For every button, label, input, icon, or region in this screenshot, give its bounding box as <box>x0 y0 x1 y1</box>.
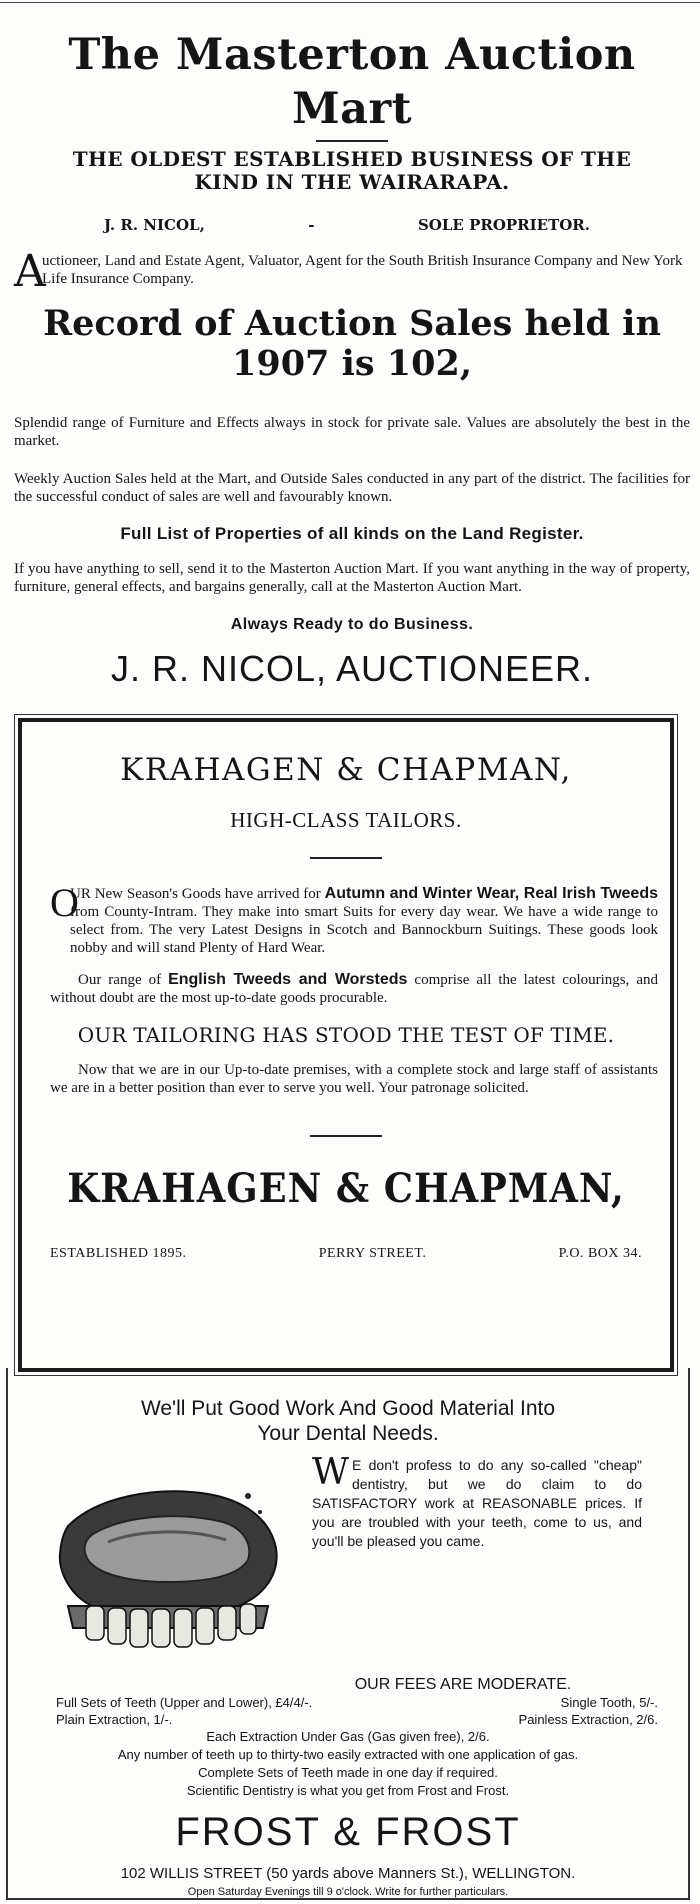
street-name: PERRY STREET. <box>318 1246 427 1261</box>
dentist-intro <box>312 1452 642 1666</box>
record-heading: Record of Auction Sales held in 1907 is 102, <box>43 303 661 384</box>
tailors-divider-top <box>310 857 382 859</box>
proprietor-line <box>104 216 590 234</box>
tweeds-text-a: Our range of <box>78 972 169 988</box>
fees-heading: OUR FEES ARE MODERATE. <box>354 1676 572 1693</box>
tweeds-paragraph <box>50 971 658 1007</box>
dentures-icon <box>38 1456 298 1666</box>
title-divider <box>316 140 388 142</box>
intro-dropcap: A <box>14 246 46 297</box>
established-year: ESTABLISHED 1895. <box>50 1246 187 1261</box>
tweeds-text-b: comprise all the latest colourings, and without doubt are the most up-to-date goods procurable. <box>50 972 658 1006</box>
tailors-advert <box>18 718 674 1372</box>
dentist-brand: FROST & FROST <box>175 1810 521 1854</box>
po-box: P.O. BOX 34. <box>558 1246 642 1261</box>
ready-line: Always Ready to do Business. <box>230 616 474 633</box>
price-single-tooth: Single Tooth, 5/-. <box>560 1695 658 1710</box>
scientific-line: Scientific Dentistry is what you get from Frost and Frost. <box>186 1783 510 1798</box>
price-full-sets: Full Sets of Teeth (Upper and Lower), £4/4/-. <box>56 1695 313 1710</box>
top-rule <box>0 2 700 3</box>
proprietor-dash: - <box>308 216 315 234</box>
price-row-2 <box>56 1711 658 1728</box>
new-season-dropcap: O <box>50 880 79 925</box>
dentist-headline <box>8 1396 688 1446</box>
new-season-emphasis: Autumn and Winter Wear, Real Irish Tweeds <box>324 885 658 902</box>
tweeds-emphasis: English Tweeds and Worsteds <box>168 971 408 988</box>
premises-paragraph: Now that we are in our Up-to-date premises, with a complete stock and large staff of assistants we are in a better position than ever to serve you well. Your patronage solicited. <box>50 1062 658 1096</box>
sell-paragraph: If you have anything to sell, send it to the Masterton Auction Mart. If you want anything in the way of property, furniture, general effects, and bargains generally, call at the Masterton Auction Mart. <box>14 561 690 595</box>
price-painless-extraction: Painless Extraction, 2/6. <box>518 1712 658 1727</box>
tailors-divider-bottom <box>310 1135 382 1137</box>
auction-mart-title: The Masterton Auction Mart <box>68 30 636 134</box>
headline-line-1: We'll Put Good Work And Good Material Into <box>140 1397 556 1420</box>
dentist-advert <box>6 1368 690 1900</box>
tailoring-heading: OUR TAILORING HAS STOOD THE TEST OF TIME. <box>77 1023 615 1047</box>
auctioneer-signature: J. R. NICOL, AUCTIONEER. <box>110 648 594 689</box>
new-season-paragraph <box>50 880 658 957</box>
price-gas-extraction: Each Extraction Under Gas (Gas given free), 2/6. <box>206 1729 490 1744</box>
proprietor-title: SOLE PROPRIETOR. <box>417 216 590 234</box>
intro-text: uctioneer, Land and Estate Agent, Valuator, Agent for the South British Insurance Company and New York Life Insurance Company. <box>42 253 683 287</box>
price-plain-extraction: Plain Extraction, 1/-. <box>56 1712 173 1727</box>
full-list-heading: Full List of Properties of all kinds on the Land Register. <box>120 524 584 543</box>
one-day-line: Complete Sets of Teeth made in one day if required. <box>198 1765 498 1780</box>
proprietor-name: J. R. NICOL, <box>104 216 205 234</box>
tailors-body <box>50 880 658 1097</box>
price-row-1 <box>56 1694 658 1711</box>
dentist-dropcap: W <box>312 1452 350 1493</box>
tailors-footer <box>50 1246 642 1262</box>
new-season-text-b: from County-Intram. They make into smart Suits for every day wear. We have a wide range to select from. The very Latest Designs in Scotch and Bannockburn Suitings. These goods look nobby and will stand Plenty of Hard Wear. <box>70 904 658 956</box>
auction-mart-subtitle: THE OLDEST ESTABLISHED BUSINESS OF THE KIND IN THE WAIRARAPA. <box>72 147 632 194</box>
dentist-hours: Open Saturday Evenings till 9 o'clock. Write for further particulars. <box>187 1886 509 1898</box>
thirty-two-teeth-line: Any number of teeth up to thirty-two easily extracted with one application of gas. <box>117 1747 579 1762</box>
tailors-trade: HIGH-CLASS TAILORS. <box>230 808 462 832</box>
dentist-intro-row <box>8 1452 688 1666</box>
auction-mart-intro <box>14 246 690 297</box>
tailors-heading: KRAHAGEN & CHAPMAN, <box>120 752 572 788</box>
auction-mart-advert <box>14 18 690 690</box>
tailors-footer-name: KRAHAGEN & CHAPMAN, <box>67 1165 625 1212</box>
weekly-sales-paragraph: Weekly Auction Sales held at the Mart, and Outside Sales conducted in any part of the district. The facilities for the successful conduct of sales are well and favourably known. <box>14 471 690 505</box>
dentist-intro-text: E don't profess to do any so-called "cheap" dentistry, but we do claim to do SATISFACTORY work at REASONABLE prices. If you are troubled with your teeth, come to us, and you'll be pleased you came. <box>312 1457 642 1549</box>
furniture-paragraph: Splendid range of Furniture and Effects always in stock for private sale. Values are absolutely the best in the market. <box>14 415 690 449</box>
dentist-address: 102 WILLIS STREET (50 yards above Manners St.), WELLINGTON. <box>120 1865 576 1882</box>
new-season-text-a: UR New Season's Goods have arrived for <box>70 886 325 902</box>
dentures-illustration <box>38 1456 308 1666</box>
headline-line-2: Your Dental Needs. <box>257 1422 439 1445</box>
